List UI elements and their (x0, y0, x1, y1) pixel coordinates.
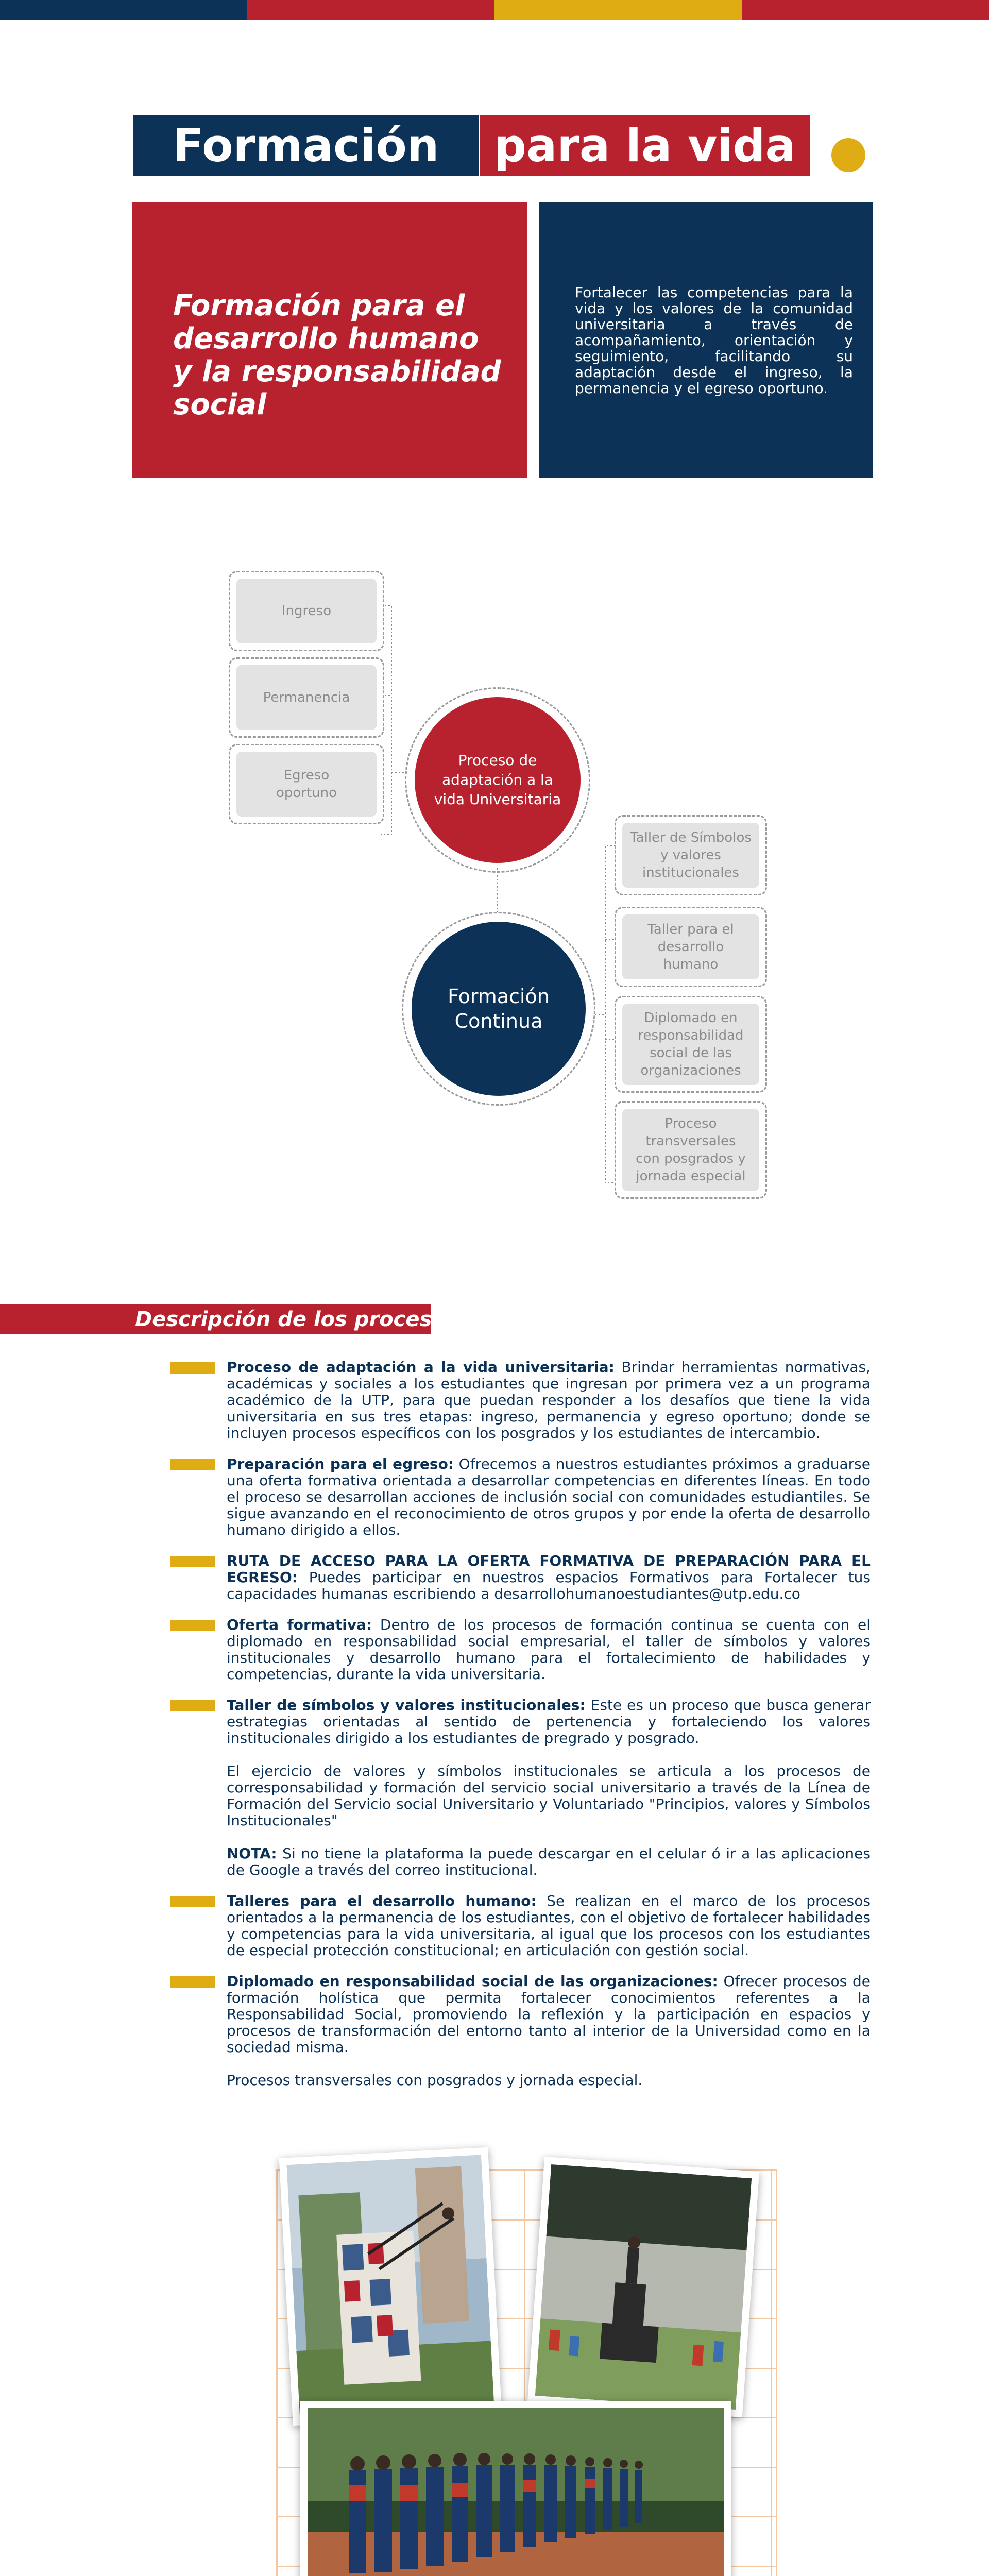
item-heading: Taller de símbolos y valores institucionales: (227, 1697, 586, 1714)
item-extra-paragraph: Procesos transversales con posgrados y jornada especial. (227, 2072, 643, 2089)
item-bullet (170, 1459, 215, 1470)
process-item-talleres (170, 1893, 871, 1959)
stage-box-egreso (229, 744, 384, 824)
program-box-desarrollo (615, 907, 767, 987)
continua-circle-ring (402, 912, 595, 1106)
intro-card-blue (539, 202, 873, 478)
stage-box-permanencia (229, 657, 384, 738)
stage-label-ingreso: Ingreso (236, 579, 377, 643)
adaptation-circle-ring (405, 687, 590, 873)
stage-label-egreso: Egreso oportuno (236, 752, 377, 817)
item-bullet (170, 1620, 215, 1631)
page-title-right: para la vida (480, 115, 810, 176)
process-item-adaptacion (170, 1359, 871, 1442)
stage-label-permanencia: Permanencia (236, 665, 377, 730)
decorative-dot (831, 138, 865, 172)
note-heading: NOTA: (227, 1845, 277, 1862)
item-heading: Preparación para el egreso: (227, 1455, 454, 1472)
item-body: Se realizan en el marco de los procesos orientados a la permanencia de los estudiantes, con el objetivo de fortalecer habilidades y competencias para la vida universitaria, al igual que los procesos con los estudiantes de especial protección constitucional; en articulación con gestión social. (227, 1892, 871, 1959)
item-extra-paragraph: El ejercicio de valores y símbolos institucionales se articula a los procesos de corresponsabilidad y formación del servicio social universitario a través de la Línea de Formación del Servicio social Universitario y Voluntariado "Principios, valores y Símbolos Institucionales" (227, 1762, 871, 1829)
adaptation-circle: Proceso de adaptación a la vida Universitaria (415, 697, 581, 863)
program-box-diplomado (615, 996, 767, 1093)
photo-acrobats-image (535, 2164, 752, 2410)
program-box-simbolos (615, 815, 767, 895)
intro-card-blue-text: Fortalecer las competencias para la vida y los valores de la comunidad universitaria a través de acompañamiento, orientación y seguimiento, facilitando su adaptación desde el ingreso, la permanencia y el egreso oportuno. (575, 284, 853, 397)
item-heading: Talleres para el desarrollo humano: (227, 1892, 537, 1909)
item-body: Este es un proceso que busca generar estrategias orientadas al sentido de pertenencia y fortaleciendo los valores institucionales dirigido a los estudiantes de pregrado y posgrado. (227, 1697, 871, 1747)
process-item-simbolos (170, 1697, 871, 1878)
intro-card-red (132, 202, 527, 478)
photo-acrobats (527, 2157, 759, 2417)
item-heading: RUTA DE ACCESO PARA LA OFERTA FORMATIVA DE PREPARACIÓN PARA EL EGRESO: (227, 1552, 871, 1586)
process-list (170, 1359, 871, 2103)
process-item-diplomado (170, 1973, 871, 2089)
process-item-ruta-acceso (170, 1553, 871, 1602)
page-title-left: Formación (133, 115, 479, 176)
item-heading: Oferta formativa: (227, 1616, 372, 1633)
note-body: Si no tiene la plataforma la puede descargar en el celular ó ir a las aplicaciones de Google a través del correo institucional. (227, 1845, 871, 1878)
item-body: Ofrecer procesos de formación holística que permita fortalecer conocimientos referentes a la Responsabilidad Social, promoviendo la reflexión y la participación en espacios y procesos de transformación del entorno tanto al interior de la Universidad como en la sociedad misma. (227, 1973, 871, 2056)
item-bullet (170, 1362, 215, 1374)
item-body: Ofrecemos a nuestros estudiantes próximos a graduarse una oferta formativa orientada a desarrollar competencias en diferentes líneas. En todo el proceso se desarrollan acciones de inclusión social con comunidades estudiantiles. Se sigue avanzando en el reconocimiento de otros grupos y por ende la oferta de desarrollo humano dirigido a ellos. (227, 1455, 871, 1538)
top-color-bar (0, 0, 989, 20)
item-bullet (170, 1976, 215, 1988)
item-heading: Diplomado en responsabilidad social de las organizaciones: (227, 1973, 718, 1990)
item-body: Dentro de los procesos de formación continua se cuenta con el diplomado en responsabilidad social empresarial, el taller de símbolos y valores institucionales y desarrollo humano para el fortalecimiento de habilidades y competencias, durante la vida universitaria. (227, 1616, 871, 1683)
stage-box-ingreso (229, 571, 384, 651)
item-bullet (170, 1556, 215, 1567)
intro-card-red-text: Formación para el desarrollo humano y la responsabilidad social (173, 289, 501, 421)
program-label-simbolos: Taller de Símbolos y valores institucionales (622, 823, 759, 888)
top-bar-yellow (494, 0, 742, 20)
process-item-oferta (170, 1617, 871, 1683)
top-bar-navy (0, 0, 247, 20)
photo-group-line (300, 2401, 731, 2576)
diagram-connectors (0, 556, 989, 1226)
photo-climbing-wall-image (286, 2155, 494, 2418)
description-title: Descripción de los procesos (135, 1308, 458, 1331)
program-label-diplomado: Diplomado en responsabilidad social de las organizaciones (622, 1004, 759, 1085)
photo-climbing-wall (279, 2147, 502, 2426)
program-box-transversales (615, 1101, 767, 1199)
process-diagram (0, 556, 989, 1226)
item-heading: Proceso de adaptación a la vida universitaria: (227, 1359, 615, 1376)
item-bullet (170, 1700, 215, 1711)
photo-group-line-image (308, 2408, 724, 2576)
process-item-egreso (170, 1456, 871, 1538)
item-body: Puedes participar en nuestros espacios Formativos para Fortalecer tus capacidades humanas escribiendo a desarrollohumanoestudiantes@utp.edu.co (227, 1569, 871, 1602)
item-bullet (170, 1896, 215, 1907)
top-bar-red (247, 0, 494, 20)
top-bar-red-2 (742, 0, 989, 20)
item-body: Brindar herramientas normativas, académicas y sociales a los estudiantes que ingresan por primera vez a un programa académico de la UTP, para que puedan responder a los desafíos que tiene la vida universitaria en sus tres etapas: ingreso, permanencia y egreso oportuno; donde se incluyen procesos específicos con los posgrados y los estudiantes de intercambio. (227, 1359, 871, 1442)
program-label-transversales: Proceso transversales con posgrados y jornada especial (622, 1109, 759, 1191)
program-label-desarrollo: Taller para el desarrollo humano (622, 914, 759, 979)
continua-circle: Formación Continua (412, 922, 586, 1096)
